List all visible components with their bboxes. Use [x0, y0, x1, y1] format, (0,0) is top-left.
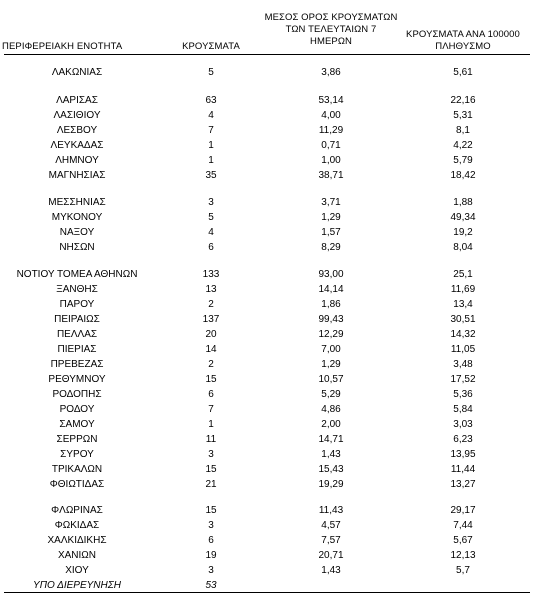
cell-per-100000: 5,61 — [453, 67, 473, 78]
cell-per-100000: 29,17 — [450, 505, 476, 516]
cell-average: 14,14 — [318, 284, 344, 295]
cell-cases: 6 — [208, 535, 214, 546]
cell-region: ΛΕΣΒΟΥ — [56, 125, 98, 136]
cell-region: ΧΙΟΥ — [65, 565, 89, 576]
cell-region: ΝΗΣΩΝ — [59, 242, 95, 253]
cell-cases: 3 — [208, 449, 214, 460]
cell-per-100000: 5,67 — [453, 535, 473, 546]
table-row — [0, 282, 536, 297]
cell-region: ΣΑΜΟΥ — [59, 419, 95, 430]
cell-cases: 4 — [208, 110, 214, 121]
cell-average: 3,86 — [321, 67, 341, 78]
cell-region: ΤΡΙΚΑΛΩΝ — [51, 464, 103, 475]
cell-cases: 15 — [205, 505, 217, 516]
cell-average: 1,29 — [321, 359, 341, 370]
header-cases: ΚΡΟΥΣΜΑΤΑ — [182, 41, 240, 52]
cell-per-100000: 8,1 — [456, 125, 470, 136]
cell-cases: 19 — [205, 550, 217, 561]
cell-cases: 15 — [205, 464, 217, 475]
header-region: ΠΕΡΙΦΕΡΕΙΑΚΗ ΕΝΟΤΗΤΑ — [2, 41, 123, 52]
cell-cases: 5 — [208, 67, 214, 78]
cell-average: 1,43 — [321, 565, 341, 576]
cell-region: ΝΑΞΟΥ — [59, 227, 95, 238]
cell-cases: 35 — [205, 170, 217, 181]
table-row — [0, 297, 536, 312]
cell-average: 0,71 — [321, 140, 341, 151]
cell-region: ΣΕΡΡΩΝ — [56, 434, 98, 445]
header-avg-line: ΤΩΝ ΤΕΛΕΥΤΑΙΩΝ 7 — [285, 24, 377, 35]
cell-per-100000: 11,69 — [450, 284, 476, 295]
cell-region: ΡΕΘΥΜΝΟΥ — [48, 374, 106, 385]
table-row — [0, 342, 536, 357]
cell-region: ΣΥΡΟΥ — [60, 449, 94, 460]
cell-average: 20,71 — [318, 550, 344, 561]
table-row — [0, 477, 536, 492]
cell-region: ΛΑΚΩΝΙΑΣ — [51, 67, 103, 78]
cell-region: ΜΕΣΣΗΝΙΑΣ — [48, 197, 106, 208]
cell-average: 11,43 — [318, 505, 344, 516]
cell-region: ΠΕΛΛΑΣ — [56, 329, 98, 340]
cell-region: ΠΕΙΡΑΙΩΣ — [54, 314, 100, 325]
cell-per-100000: 30,51 — [450, 314, 476, 325]
cell-per-100000: 6,23 — [453, 434, 473, 445]
cell-region: ΜΑΓΝΗΣΙΑΣ — [48, 170, 106, 181]
cell-average: 3,71 — [321, 197, 341, 208]
table-bottom-rule — [4, 592, 530, 593]
table-row — [0, 267, 536, 282]
cell-per-100000: 13,4 — [453, 299, 473, 310]
cell-cases: 14 — [205, 344, 217, 355]
cell-average: 1,00 — [321, 155, 341, 166]
table-row — [0, 123, 536, 138]
cell-average: 53,14 — [318, 95, 344, 106]
cell-average: 93,00 — [318, 269, 344, 280]
table-row — [0, 548, 536, 563]
table-row — [0, 153, 536, 168]
cell-cases: 133 — [202, 269, 220, 280]
header-avg-line: ΗΜΕΡΩΝ — [309, 36, 352, 47]
cell-per-100000: 12,13 — [450, 550, 476, 561]
table-row — [0, 93, 536, 108]
table-row — [0, 533, 536, 548]
cell-cases: 2 — [208, 359, 214, 370]
cell-region: ΧΑΝΙΩΝ — [57, 550, 97, 561]
cell-per-100000: 5,31 — [453, 110, 473, 121]
cell-average: 1,29 — [321, 212, 341, 223]
cell-average: 14,71 — [318, 434, 344, 445]
table-row — [0, 195, 536, 210]
cell-average: 11,29 — [318, 125, 344, 136]
cell-average: 1,57 — [321, 227, 341, 238]
table-row — [0, 563, 536, 578]
cell-region: ΜΥΚΟΝΟΥ — [51, 212, 103, 223]
table-row — [0, 65, 536, 80]
table-row — [0, 578, 536, 593]
cell-per-100000: 18,42 — [450, 170, 476, 181]
table-row — [0, 327, 536, 342]
cell-cases: 15 — [205, 374, 217, 385]
cell-cases: 1 — [208, 419, 214, 430]
table-row — [0, 138, 536, 153]
cell-per-100000: 11,44 — [450, 464, 476, 475]
cell-cases: 137 — [202, 314, 220, 325]
header-per-line: ΠΛΗΘΥΣΜΟ — [435, 41, 491, 52]
header-per-line: ΚΡΟΥΣΜΑΤΑ ΑΝΑ 100000 — [406, 29, 520, 40]
cell-region: ΦΛΩΡΙΝΑΣ — [51, 505, 103, 516]
cell-region: ΡΟΔΟΠΗΣ — [52, 389, 102, 400]
cell-cases: 3 — [208, 520, 214, 531]
cell-per-100000: 5,36 — [453, 389, 473, 400]
cell-average: 15,43 — [318, 464, 344, 475]
cell-cases: 1 — [208, 155, 214, 166]
table-row — [0, 462, 536, 477]
cell-average: 99,43 — [318, 314, 344, 325]
cell-per-100000: 22,16 — [450, 95, 476, 106]
cell-cases: 3 — [208, 565, 214, 576]
cell-per-100000: 4,22 — [453, 140, 473, 151]
cell-average: 1,43 — [321, 449, 341, 460]
cell-region: ΞΑΝΘΗΣ — [56, 284, 98, 295]
cell-cases: 53 — [205, 580, 217, 591]
cell-average: 4,86 — [321, 404, 341, 415]
cell-region: ΝΟΤΙΟΥ ΤΟΜΕΑ ΑΘΗΝΩΝ — [16, 269, 138, 280]
cell-region: ΦΩΚΙΔΑΣ — [54, 520, 100, 531]
cell-per-100000: 49,34 — [450, 212, 476, 223]
cell-per-100000: 11,05 — [450, 344, 476, 355]
table-row — [0, 210, 536, 225]
cell-cases: 21 — [205, 479, 217, 490]
cell-region: ΠΙΕΡΙΑΣ — [57, 344, 97, 355]
cell-per-100000: 5,7 — [456, 565, 470, 576]
table-row — [0, 402, 536, 417]
cell-average: 5,29 — [321, 389, 341, 400]
cell-region: ΠΑΡΟΥ — [59, 299, 95, 310]
cell-cases: 13 — [205, 284, 217, 295]
cell-per-100000: 14,32 — [450, 329, 476, 340]
table-row — [0, 432, 536, 447]
cell-average: 4,00 — [321, 110, 341, 121]
cell-per-100000: 19,2 — [453, 227, 473, 238]
table-row — [0, 518, 536, 533]
cell-average: 1,86 — [321, 299, 341, 310]
cell-per-100000: 7,44 — [453, 520, 473, 531]
cell-cases: 63 — [205, 95, 217, 106]
cell-region: ΛΗΜΝΟΥ — [55, 155, 99, 166]
cell-per-100000: 17,52 — [450, 374, 476, 385]
cell-cases: 4 — [208, 227, 214, 238]
cell-per-100000: 13,27 — [450, 479, 476, 490]
cell-cases: 7 — [208, 404, 214, 415]
cell-per-100000: 3,48 — [453, 359, 473, 370]
cell-region: ΧΑΛΚΙΔΙΚΗΣ — [47, 535, 107, 546]
cell-cases: 20 — [205, 329, 217, 340]
cell-cases: 1 — [208, 140, 214, 151]
cell-per-100000: 8,04 — [453, 242, 473, 253]
cell-per-100000: 25,1 — [453, 269, 473, 280]
cell-per-100000: 13,95 — [450, 449, 476, 460]
cell-average: 7,00 — [321, 344, 341, 355]
cell-region: ΛΕΥΚΑΔΑΣ — [50, 140, 104, 151]
table-row — [0, 447, 536, 462]
table-row — [0, 225, 536, 240]
table-row — [0, 503, 536, 518]
table-row — [0, 357, 536, 372]
cell-cases: 6 — [208, 242, 214, 253]
cell-average: 10,57 — [318, 374, 344, 385]
cell-region: ΠΡΕΒΕΖΑΣ — [50, 359, 104, 370]
cell-average: 7,57 — [321, 535, 341, 546]
cell-cases: 7 — [208, 125, 214, 136]
cell-per-100000: 1,88 — [453, 197, 473, 208]
cell-cases: 6 — [208, 389, 214, 400]
cell-average: 38,71 — [318, 170, 344, 181]
cell-per-100000: 3,03 — [453, 419, 473, 430]
table-row — [0, 168, 536, 183]
cell-cases: 2 — [208, 299, 214, 310]
cell-cases: 3 — [208, 197, 214, 208]
table-row — [0, 417, 536, 432]
table-row — [0, 108, 536, 123]
cell-average: 2,00 — [321, 419, 341, 430]
cell-region: ΛΑΣΙΘΙΟΥ — [53, 110, 101, 121]
cell-region: ΦΘΙΩΤΙΔΑΣ — [49, 479, 105, 490]
cell-average: 12,29 — [318, 329, 344, 340]
cell-average: 19,29 — [318, 479, 344, 490]
cell-per-100000: 5,84 — [453, 404, 473, 415]
table-row — [0, 312, 536, 327]
cell-region: ΡΟΔΟΥ — [59, 404, 95, 415]
header-avg-line: ΜΕΣΟΣ ΟΡΟΣ ΚΡΟΥΣΜΑΤΩΝ — [264, 12, 398, 23]
cell-region: ΥΠΟ ΔΙΕΡΕΥΝΗΣΗ — [33, 580, 121, 591]
cell-cases: 5 — [208, 212, 214, 223]
cell-region: ΛΑΡΙΣΑΣ — [56, 95, 98, 106]
table-row — [0, 240, 536, 255]
cell-average: 4,57 — [321, 520, 341, 531]
cell-average: 8,29 — [321, 242, 341, 253]
cell-cases: 11 — [205, 434, 217, 445]
table-row — [0, 372, 536, 387]
table-row — [0, 387, 536, 402]
cell-per-100000: 5,79 — [453, 155, 473, 166]
